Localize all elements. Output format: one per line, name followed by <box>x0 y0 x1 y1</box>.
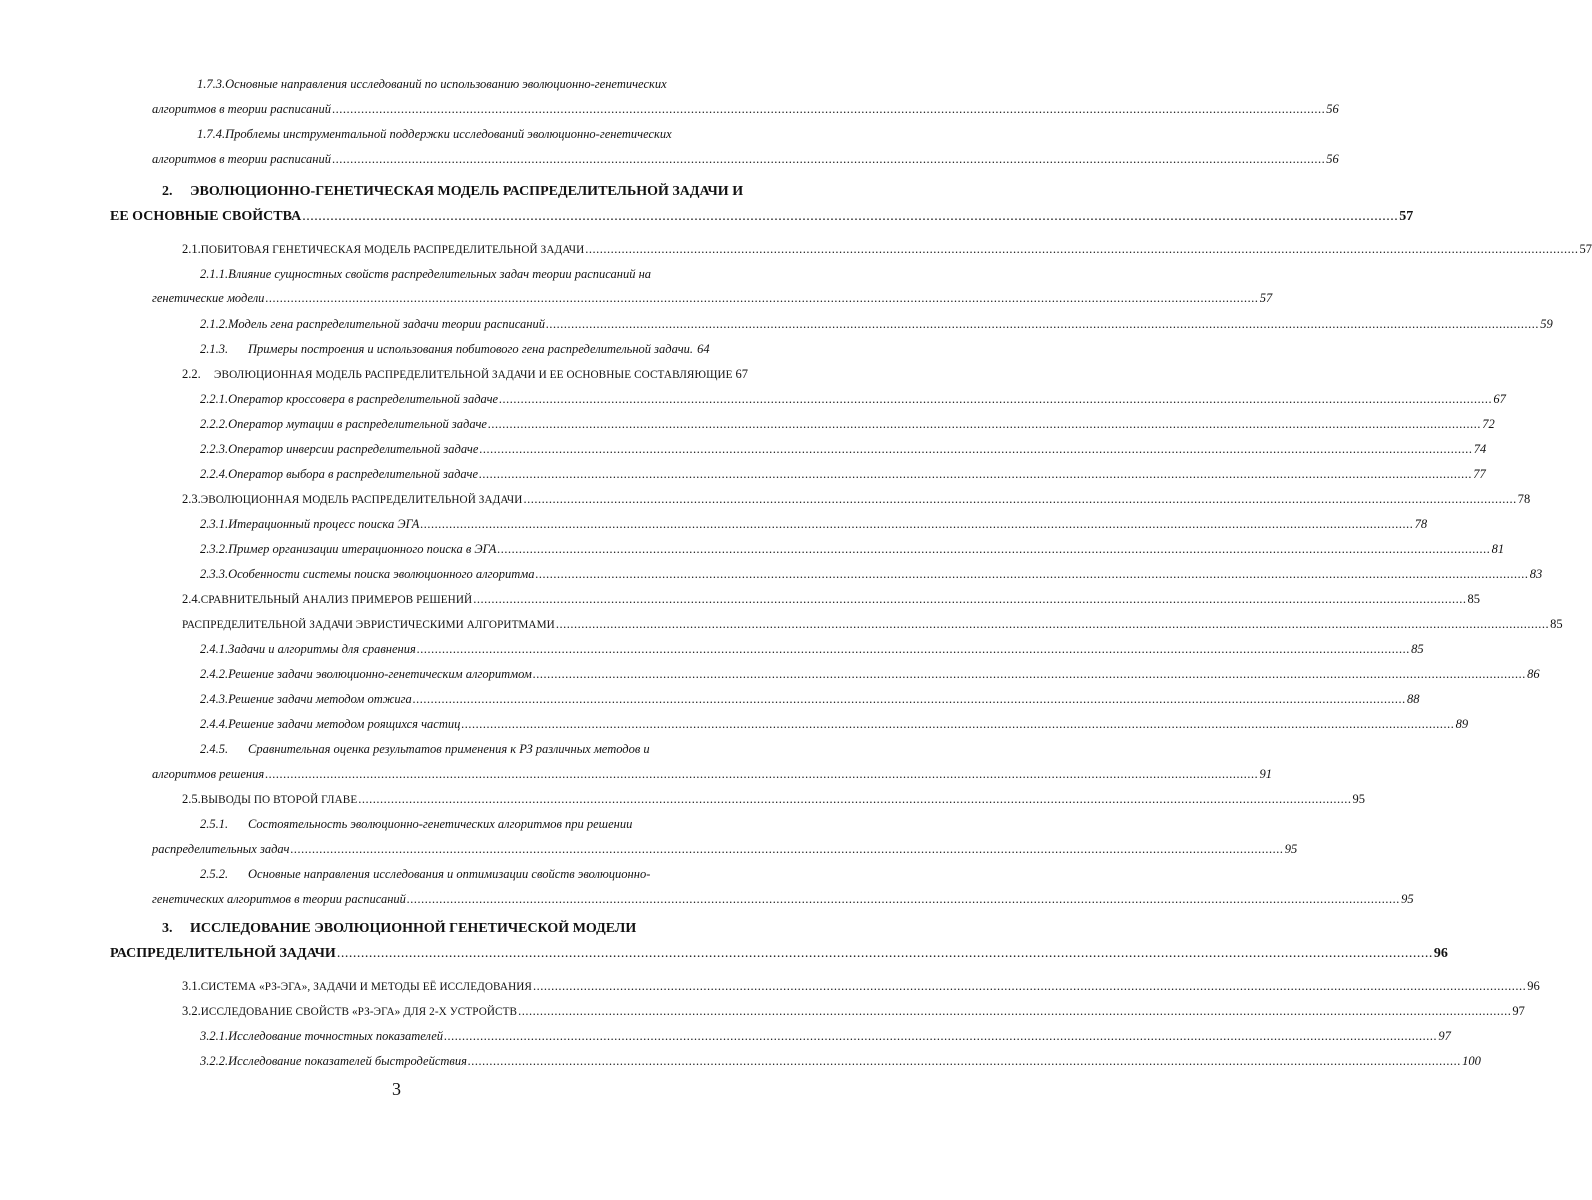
toc-title: ЭВОЛЮЦИОННАЯ МОДЕЛЬ РАСПРЕДЕЛИТЕЛЬНОЙ ЗАДАЧИ <box>200 494 523 506</box>
leader-dots: .................................................................................................................................................................................................................................................................................. <box>518 1004 1512 1018</box>
toc-page-number: 85 <box>1550 617 1563 631</box>
toc-page-number: 85 <box>1411 642 1424 656</box>
toc-page-number: 95 <box>1284 842 1298 856</box>
leader-dots: .................................................................................................................................................................................................................................................................................. <box>331 102 1326 116</box>
toc-page-number: 86 <box>1527 667 1540 681</box>
toc-entry-2-1-2[interactable] <box>200 316 1553 332</box>
toc-entry-1-7-3-line1 <box>197 76 667 92</box>
toc-title-cont: алгоритмов в теории расписаний <box>152 102 331 116</box>
toc-number: 2.2.2. <box>200 417 229 431</box>
leader-dots: .................................................................................................................................................................................................................................................................................. <box>585 242 1579 256</box>
toc-page-number: 95 <box>1401 892 1414 906</box>
toc-entry-2-2-2[interactable] <box>200 416 1495 432</box>
leader-dots: .................................................................................................................................................................................................................................................................................. <box>358 792 1352 806</box>
toc-page-number: 57 <box>1399 209 1414 224</box>
toc-entry-2-5-1-line1 <box>200 816 632 832</box>
toc-title: Оператор мутации в распределительной задаче <box>228 417 487 431</box>
leader-dots: .................................................................................................................................................................................................................................................................................. <box>479 442 1473 456</box>
leader-dots: .................................................................................................................................................................................................................................................................................. <box>535 567 1529 581</box>
toc-title: Пример организации итерационного поиска в ЭГА <box>228 542 497 556</box>
toc-title: ИССЛЕДОВАНИЕ ЭВОЛЮЦИОННОЙ ГЕНЕТИЧЕСКОЙ МОДЕЛИ <box>190 921 637 936</box>
toc-title: Оператор кроссовера в распределительной задаче <box>228 392 499 406</box>
toc-entry-2-1[interactable] <box>182 241 1592 258</box>
toc-number: 3. <box>162 921 173 936</box>
toc-chapter-2-line1 <box>162 183 743 201</box>
toc-page-number: 64 <box>697 342 710 356</box>
toc-entry-2-2[interactable] <box>182 366 748 383</box>
toc-page-number: 96 <box>1433 946 1448 961</box>
toc-title-cont: генетических алгоритмов в теории расписаний <box>152 892 406 906</box>
toc-page-number: 67 <box>1493 392 1506 406</box>
toc-number: 3.2. <box>182 1004 201 1018</box>
toc-page-number: 85 <box>1467 592 1480 606</box>
toc-title: ЭВОЛЮЦИОННАЯ МОДЕЛЬ РАСПРЕДЕЛИТЕЛЬНОЙ ЗАДАЧИ И ЕЕ ОСНОВНЫЕ СОСТАВЛЯЮЩИЕ <box>214 369 733 381</box>
toc-entry-2-4-2[interactable] <box>200 666 1540 682</box>
leader-dots: .................................................................................................................................................................................................................................................................................. <box>416 642 1411 656</box>
toc-title-cont: распределительных задач <box>152 842 290 856</box>
toc-number: 3.2.1. <box>200 1029 229 1043</box>
toc-title: Исследование показателей быстродействия <box>228 1054 467 1068</box>
toc-chapter-3-line2[interactable] <box>110 945 1448 963</box>
toc-entry-2-3-3[interactable] <box>200 566 1543 582</box>
toc-page-number: 88 <box>1407 692 1420 706</box>
toc-entry-2-4-5-line1 <box>200 741 650 757</box>
toc-chapter-3-line1 <box>162 920 636 938</box>
toc-number: 2.1.3. <box>200 342 229 356</box>
leader-dots: .................................................................................................................................................................................................................................................................................. <box>444 1029 1438 1043</box>
toc-number: 2.1.2. <box>200 317 229 331</box>
toc-page-number: 72 <box>1482 417 1495 431</box>
toc-page-number: 97 <box>1512 1004 1525 1018</box>
toc-title: Особенности системы поиска эволюционного алгоритма <box>228 567 535 581</box>
toc-entry-3-2-2[interactable] <box>200 1053 1481 1069</box>
toc-number: 2.5.2. <box>200 867 229 881</box>
toc-title: ВЫВОДЫ ПО ВТОРОЙ ГЛАВЕ <box>200 794 358 806</box>
leader-dots: .................................................................................................................................................................................................................................................................................. <box>265 767 1259 781</box>
toc-entry-2-1-1-line2[interactable] <box>152 290 1273 306</box>
toc-entry-3-2-1[interactable] <box>200 1028 1451 1044</box>
toc-entry-2-4-line1[interactable] <box>182 591 1480 608</box>
toc-title-cont: ЕЕ ОСНОВНЫЕ СВОЙСТВА <box>110 209 302 224</box>
toc-title: Оператор выбора в распределительной задаче <box>228 467 479 481</box>
toc-page-number: 77 <box>1473 467 1486 481</box>
toc-title: Исследование точностных показателей <box>228 1029 444 1043</box>
toc-number: 1.7.4. <box>197 127 226 141</box>
toc-entry-2-3-1[interactable] <box>200 516 1428 532</box>
toc-page-number: 95 <box>1352 792 1366 806</box>
toc-number: 2.4.5. <box>200 742 229 756</box>
toc-title: Основные направления исследования и оптимизации свойств эволюционно- <box>248 867 651 881</box>
toc-page-number: 83 <box>1529 567 1543 581</box>
toc-number: 3.2.2. <box>200 1054 229 1068</box>
toc-entry-1-7-3-line2[interactable] <box>152 101 1339 117</box>
toc-number: 2.1.1. <box>200 267 229 281</box>
toc-entry-2-3[interactable] <box>182 491 1531 508</box>
toc-page-number: 57 <box>1259 291 1273 305</box>
toc-entry-2-4-5-line2[interactable] <box>152 766 1272 782</box>
toc-page-number: 81 <box>1491 542 1505 556</box>
toc-title: СИСТЕМА «РЗ-ЭГА», ЗАДАЧИ И МЕТОДЫ ЕЁ ИССЛЕДОВАНИЯ <box>200 981 532 993</box>
toc-number: 2. <box>162 184 173 199</box>
toc-title: Оператор инверсии распределительной задаче <box>228 442 479 456</box>
leader-dots: .................................................................................................................................................................................................................................................................................. <box>406 892 1401 906</box>
leader-dots: .................................................................................................................................................................................................................................................................................. <box>497 542 1491 556</box>
toc-title: Состоятельность эволюционно-генетических алгоритмов при решении <box>248 817 633 831</box>
toc-title-cont: алгоритмов решения <box>152 767 265 781</box>
toc-page-number: 97 <box>1438 1029 1451 1043</box>
leader-dots: .................................................................................................................................................................................................................................................................................. <box>331 152 1326 166</box>
toc-number: 2.4. <box>182 592 201 606</box>
toc-number: 2.5.1. <box>200 817 229 831</box>
leader-dots: .................................................................................................................................................................................................................................................................................. <box>265 291 1259 305</box>
leader-dots: .................................................................................................................................................................................................................................................................................. <box>523 492 1517 506</box>
leader-dots: .................................................................................................................................................................................................................................................................................. <box>420 517 1414 531</box>
toc-page-number: 67 <box>735 367 748 381</box>
toc-page-number: 89 <box>1455 717 1469 731</box>
toc-entry-3-1[interactable] <box>182 978 1540 995</box>
toc-entry-1-7-4-line1 <box>197 126 672 142</box>
toc-page-number: 78 <box>1414 517 1428 531</box>
leader-dots: .................................................................................................................................................................................................................................................................................. <box>487 417 1482 431</box>
toc-entry-2-4-3[interactable] <box>200 691 1420 707</box>
toc-title: Решение задачи эволюционно-генетическим алгоритмом <box>228 667 532 681</box>
toc-entry-2-5-2-line1 <box>200 866 650 882</box>
leader-dots: .................................................................................................................................................................................................................................................................................. <box>479 467 1473 481</box>
toc-chapter-2-line2[interactable] <box>110 208 1414 226</box>
toc-number: 2.2.1. <box>200 392 229 406</box>
leader-dots: .................................................................................................................................................................................................................................................................................. <box>290 842 1284 856</box>
toc-entry-2-4-1[interactable] <box>200 641 1424 657</box>
toc-page-number: 57 <box>1579 242 1592 256</box>
toc-page-number: 56 <box>1326 152 1339 166</box>
toc-entry-2-3-2[interactable] <box>200 541 1505 557</box>
toc-entry-2-1-3[interactable] <box>200 341 747 357</box>
leader-dots: .................................................................................................................................................................................................................................................................................. <box>302 209 1399 224</box>
toc-entry-2-5-1-line2[interactable] <box>152 841 1298 857</box>
toc-number: 2.1. <box>182 242 201 256</box>
toc-entry-2-5-2-line2[interactable] <box>152 891 1414 907</box>
toc-title: Влияние сущностных свойств распределительных задач теории расписаний на <box>228 267 652 281</box>
toc-page-number: 78 <box>1517 492 1531 506</box>
leader-dots: .................................................................................................................................................................................................................................................................................. <box>533 979 1527 993</box>
toc-title: Сравнительная оценка результатов применения к РЗ различных методов и <box>248 742 650 756</box>
page-number: 3 <box>392 1079 401 1099</box>
toc-entry-2-1-1-line1 <box>200 266 651 282</box>
leader-dots: .................................................................................................................................................................................................................................................................................. <box>461 717 1455 731</box>
toc-title: СРАВНИТЕЛЬНЫЙ АНАЛИЗ ПРИМЕРОВ РЕШЕНИЙ <box>200 594 473 606</box>
toc-number: 2.4.2. <box>200 667 229 681</box>
leader-dots: .................................................................................................................................................................................................................................................................................. <box>555 617 1550 631</box>
toc-page-number: 59 <box>1540 317 1553 331</box>
toc-entry-1-7-4-line2[interactable] <box>152 151 1339 167</box>
toc-title: Модель гена распределительной задачи теории расписаний <box>228 317 545 331</box>
toc-title: Итерационный процесс поиска ЭГА <box>228 517 420 531</box>
leader-dots: .................................................................................................................................................................................................................................................................................. <box>545 317 1540 331</box>
leader-dots: .................................................................................................................................................................................................................................................................................. <box>532 667 1527 681</box>
toc-number: 2.3.2. <box>200 542 229 556</box>
toc-page-number: 96 <box>1527 979 1540 993</box>
toc-number: 2.2.4. <box>200 467 229 481</box>
toc-entry-2-5[interactable] <box>182 791 1366 808</box>
toc-entry-2-2-4[interactable] <box>200 466 1486 482</box>
toc-number: 2.2. <box>182 367 201 381</box>
leader-dots: .................................................................................................................................................................................................................................................................................. <box>412 692 1407 706</box>
toc-title: ПОБИТОВАЯ ГЕНЕТИЧЕСКАЯ МОДЕЛЬ РАСПРЕДЕЛИТЕЛЬНОЙ ЗАДАЧИ <box>200 244 585 256</box>
toc-title: Примеры построения и использования побитового гена распределительной задачи. <box>248 342 694 356</box>
toc-number: 2.3.1. <box>200 517 229 531</box>
toc-page-number: 74 <box>1473 442 1487 456</box>
toc-entry-2-2-1[interactable] <box>200 391 1506 407</box>
toc-number: 1.7.3. <box>197 77 226 91</box>
toc-number: 2.4.3. <box>200 692 229 706</box>
toc-number: 2.3.3. <box>200 567 229 581</box>
toc-title-cont: генетические модели <box>152 291 265 305</box>
toc-number: 2.4.4. <box>200 717 229 731</box>
toc-title: ИССЛЕДОВАНИЕ СВОЙСТВ «РЗ-ЭГА» ДЛЯ 2-Х УСТРОЙСТВ <box>200 1006 518 1018</box>
toc-title: Основные направления исследований по использованию эволюционно-генетических <box>225 77 667 91</box>
toc-page-number: 91 <box>1259 767 1272 781</box>
toc-title-cont: алгоритмов в теории расписаний <box>152 152 331 166</box>
leader-dots: .................................................................................................................................................................................................................................................................................. <box>473 592 1467 606</box>
toc-title: Задачи и алгоритмы для сравнения <box>228 642 416 656</box>
toc-number: 3.1. <box>182 979 201 993</box>
toc-entry-2-4-4[interactable] <box>200 716 1469 732</box>
toc-number: 2.2.3. <box>200 442 229 456</box>
leader-dots: .................................................................................................................................................................................................................................................................................. <box>336 946 1433 961</box>
toc-title-cont: РАСПРЕДЕЛИТЕЛЬНОЙ ЗАДАЧИ ЭВРИСТИЧЕСКИМИ АЛГОРИТМАМИ <box>182 619 555 631</box>
toc-title: ЭВОЛЮЦИОННО-ГЕНЕТИЧЕСКАЯ МОДЕЛЬ РАСПРЕДЕЛИТЕЛЬНОЙ ЗАДАЧИ И <box>190 184 744 199</box>
toc-number: 2.4.1. <box>200 642 229 656</box>
leader-dots: .................................................................................................................................................................................................................................................................................. <box>467 1054 1462 1068</box>
toc-page-number: 56 <box>1326 102 1339 116</box>
toc-page-number: 100 <box>1462 1054 1481 1068</box>
leader-dots: .................................................................................................................................................................................................................................................................................. <box>499 392 1493 406</box>
toc-entry-3-2[interactable] <box>182 1003 1525 1020</box>
toc-title: Решение задачи методом роящихся частиц <box>228 717 461 731</box>
toc-entry-2-2-3[interactable] <box>200 441 1487 457</box>
toc-title-cont: РАСПРЕДЕЛИТЕЛЬНОЙ ЗАДАЧИ <box>110 946 336 961</box>
toc-number: 2.3. <box>182 492 201 506</box>
toc-number: 2.5. <box>182 792 201 806</box>
toc-entry-2-4-line2[interactable] <box>182 616 1563 633</box>
toc-title: Решение задачи методом отжига <box>228 692 412 706</box>
toc-title: Проблемы инструментальной поддержки исследований эволюционно-генетических <box>225 127 672 141</box>
